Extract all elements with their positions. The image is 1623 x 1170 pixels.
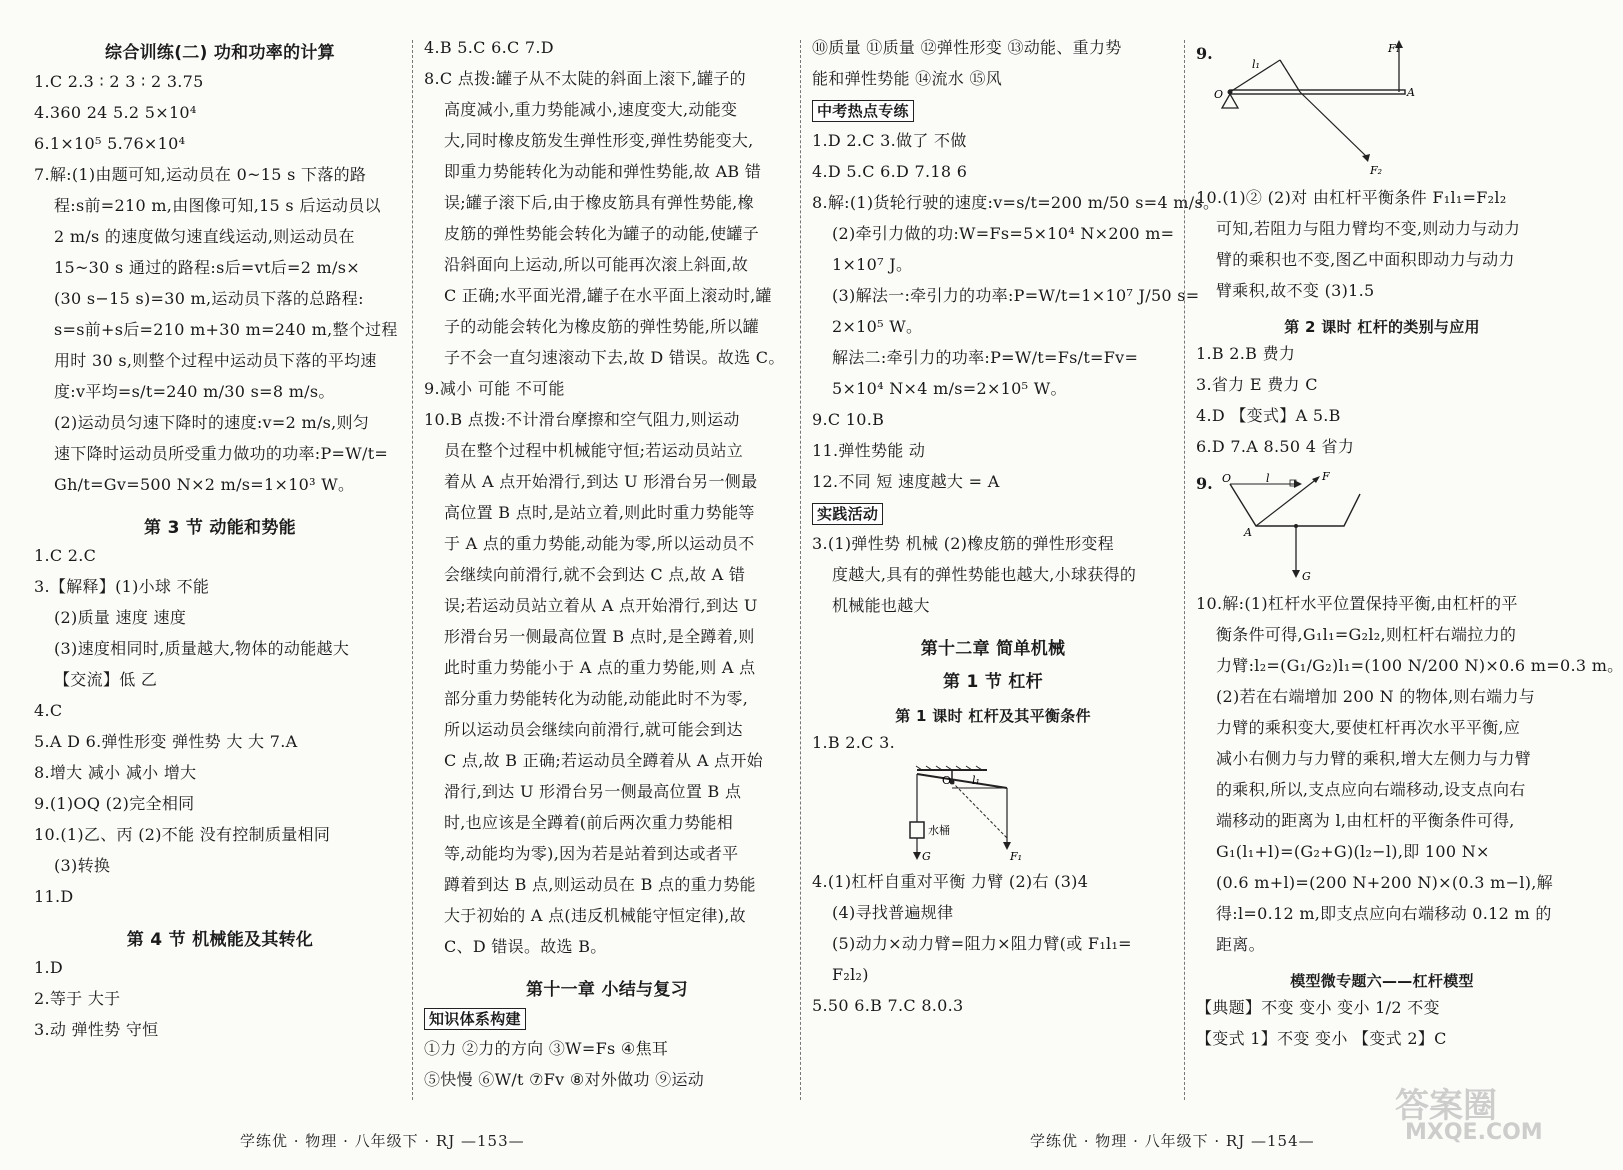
answer-line: 蹲着到达 B 点,则运动员在 B 点的重力势能 xyxy=(444,875,756,894)
label-F1: F₁ xyxy=(1010,850,1023,863)
answer-line: 所以运动员会继续向前滑行,就可能会到达 xyxy=(444,720,743,739)
answer-line: 解法二:牵引力的功率:P=W/t=Fs/t=Fv= xyxy=(832,348,1139,367)
answer-line: 能和弹性势能 ⑭流水 ⑮风 xyxy=(812,69,1003,88)
column-1 xyxy=(34,38,406,1051)
section-heading: 模型微专题六——杠杆模型 xyxy=(1290,972,1474,990)
answer-line: 12.不同 短 速度越大 = A xyxy=(812,472,1000,491)
answer-line: 时,也应该是全蹲着(前后两次重力势能相 xyxy=(444,813,734,832)
lever-figure-bucket xyxy=(812,766,1112,862)
answer-line: 部分重力势能转化为动能,动能此时不为零, xyxy=(444,689,749,708)
answer-line: 臂乘积,故不变 (3)1.5 xyxy=(1216,281,1375,300)
answer-line: 沿斜面向上运动,所以可能再次滚上斜面,故 xyxy=(444,255,749,274)
answer-line: 于 A 点的重力势能,动能为零,所以运动员不 xyxy=(444,534,755,553)
answer-line: 9.减小 可能 不可能 xyxy=(424,379,565,398)
label-l: l xyxy=(1266,472,1270,485)
answer-line: 着从 A 点开始滑行,到达 U 形滑台另一侧最 xyxy=(444,472,758,491)
answer-line: 7.解:(1)由题可知,运动员在 0~15 s 下落的路 xyxy=(34,165,367,184)
answer-line: 【变式 1】不变 变小 【变式 2】C xyxy=(1196,1029,1447,1048)
answer-line: 5.A D 6.弹性形变 弹性势 大 大 7.A xyxy=(34,732,298,751)
answer-line: 15~30 s 通过的路程:s后=vt后=2 m/s× xyxy=(54,258,360,277)
figure xyxy=(1196,40,1568,182)
answer-line: 1.D xyxy=(34,958,63,977)
answer-line: (0.6 m+l)=(200 N+200 N)×(0.3 m−l),解 xyxy=(1216,873,1553,892)
answer-line: 8.C 点拨:罐子从不太陡的斜面上滚下,罐子的 xyxy=(424,69,746,88)
answer-line: 4.B 5.C 6.C 7.D xyxy=(424,38,554,57)
answer-line: 8.解:(1)货轮行驶的速度:v=s/t=200 m/50 s=4 m/s。 xyxy=(812,193,1220,212)
answer-line: Gh/t=Gv=500 N×2 m/s=1×10³ W。 xyxy=(54,475,355,494)
answer-line: 子不会一直匀速滚动下去,故 D 错误。故选 C。 xyxy=(444,348,785,367)
answer-line: 大,同时橡皮筋发生弹性形变,弹性势能变大, xyxy=(444,131,754,150)
label-O: O xyxy=(942,774,952,787)
column-4 xyxy=(1196,38,1623,1060)
figure xyxy=(1196,470,1568,588)
answer-line: 6.1×10⁵ 5.76×10⁴ xyxy=(34,134,186,153)
column-divider xyxy=(1184,40,1185,1100)
answer-line: 力臂的乘积变大,要使杠杆再次水平平衡,应 xyxy=(1216,718,1521,737)
answer-line: ⑩质量 ⑪质量 ⑫弹性形变 ⑬动能、重力势 xyxy=(812,38,1122,57)
answer-line: 11.弹性势能 动 xyxy=(812,441,926,460)
footer-right: 学练优 · 物理 · 八年级下 · RJ —154— xyxy=(1030,1132,1315,1150)
answer-line: (3)速度相同时,质量越大,物体的动能越大 xyxy=(54,639,350,658)
answer-line: 4.D 【变式】A 5.B xyxy=(1196,406,1341,425)
box-label-text: 中考热点专练 xyxy=(812,100,914,122)
answer-line: 【典题】不变 变小 变小 1/2 不变 xyxy=(1196,998,1440,1017)
label-A: A xyxy=(1244,526,1252,539)
answer-line: 1.B 2.C 3. xyxy=(812,733,895,752)
answer-line: 10.解:(1)杠杆水平位置保持平衡,由杠杆的平 xyxy=(1196,594,1518,613)
answer-line: 程:s前=210 m,由图像可知,15 s 后运动员以 xyxy=(54,196,381,215)
answer-line: (2)运动员匀速下降时的速度:v=2 m/s,则匀 xyxy=(54,413,370,432)
lever-figure-9 xyxy=(1210,40,1550,182)
answer-line: 臂的乘积也不变,图乙中面积即动力与动力 xyxy=(1216,250,1515,269)
column-3 xyxy=(812,38,1220,1027)
answer-line: 1×10⁷ J。 xyxy=(832,255,913,274)
answer-line: C 正确;水平面光滑,罐子在水平面上滚动时,罐 xyxy=(444,286,772,305)
answer-line: 高位置 B 点时,是站立着,则此时重力势能等 xyxy=(444,503,755,522)
box-label-text: 实践活动 xyxy=(812,503,883,525)
answer-line: 得:l=0.12 m,即支点应向右端移动 0.12 m 的 xyxy=(1216,904,1552,923)
answer-line: 2 m/s 的速度做匀速直线运动,则运动员在 xyxy=(54,227,355,246)
answer-line: 即重力势能转化为动能和弹性势能,故 AB 错 xyxy=(444,162,762,181)
answer-line: 2.等于 大于 xyxy=(34,989,121,1008)
label-F1: F₁ xyxy=(1388,42,1401,55)
answer-line: (4)寻找普遍规律 xyxy=(832,903,954,922)
section-heading: 综合训练(二) 功和功率的计算 xyxy=(105,43,335,63)
answer-line: 子的动能会转化为橡皮筋的弹性势能,所以罐 xyxy=(444,317,760,336)
answer-line: 4.C xyxy=(34,701,63,720)
answer-line: C、D 错误。故选 B。 xyxy=(444,937,607,956)
answer-line: 6.D 7.A 8.50 4 省力 xyxy=(1196,437,1355,456)
answer-line: 11.D xyxy=(34,887,74,906)
section-box-label xyxy=(812,100,1174,131)
section-box-label xyxy=(424,1008,790,1039)
answer-line: (2)牵引力做的功:W=Fs=5×10⁴ N×200 m= xyxy=(832,224,1175,243)
answer-line: 可知,若阻力与阻力臂均不变,则动力与动力 xyxy=(1216,219,1521,238)
answer-line: 误;罐子滚下后,由于橡皮筋具有弹性势能,橡 xyxy=(444,193,754,212)
answer-line: 速下降时运动员所受重力做功的功率:P=W/t= xyxy=(54,444,389,463)
answer-line: 9.C 10.B xyxy=(812,410,885,429)
answer-line: 4.360 24 5.2 5×10⁴ xyxy=(34,103,197,122)
answer-line: 衡条件可得,G₁l₁=G₂l₂,则杠杆右端拉力的 xyxy=(1216,625,1517,644)
section-heading: 第 1 课时 杠杆及其平衡条件 xyxy=(895,707,1091,725)
answer-line: 1.C 2.3 ∶ 2 3 ∶ 2 3.75 xyxy=(34,72,204,91)
section-heading: 第十二章 简单机械 xyxy=(920,639,1066,659)
footer-left: 学练优 · 物理 · 八年级下 · RJ —153— xyxy=(240,1132,525,1150)
question-number: 9. xyxy=(1196,44,1213,63)
column-2 xyxy=(424,38,790,1101)
answer-line: ①力 ②力的方向 ③W=Fs ④焦耳 xyxy=(424,1039,669,1058)
answer-line: 【交流】低 乙 xyxy=(54,670,158,689)
answer-line: 等,动能均为零),因为若是站着到达或者平 xyxy=(444,844,739,863)
label-F: F xyxy=(1322,470,1330,483)
label-F2: F₂ xyxy=(1370,164,1383,177)
answer-line: 5×10⁴ N×4 m/s=2×10⁵ W。 xyxy=(832,379,1067,398)
column-divider xyxy=(412,40,413,1100)
label-A: A xyxy=(1407,86,1415,99)
answer-line: 滑行,到达 U 形滑台另一侧最高位置 B 点 xyxy=(444,782,742,801)
answer-line: 4.D 5.C 6.D 7.18 6 xyxy=(812,162,968,181)
answer-line: 会继续向前滑行,就不会到达 C 点,故 A 错 xyxy=(444,565,746,584)
answer-line: 度越大,具有的弹性势能也越大,小球获得的 xyxy=(832,565,1137,584)
label-G: G xyxy=(1302,570,1311,583)
answer-line: 误;若运动员站立着从 A 点开始滑行,到达 U xyxy=(444,596,758,615)
answer-line: ⑤快慢 ⑥W/t ⑦Fv ⑧对外做功 ⑨运动 xyxy=(424,1070,705,1089)
section-heading: 第 3 节 动能和势能 xyxy=(144,518,296,538)
watermark-logo: 答案圈 xyxy=(1395,1086,1497,1126)
answer-line: 皮筋的弹性势能会转化为罐子的动能,使罐子 xyxy=(444,224,760,243)
label-O: O xyxy=(1222,472,1232,485)
answer-line: 力臂:l₂=(G₁/G₂)l₁=(100 N/200 N)×0.6 m=0.3 m。 xyxy=(1216,656,1623,675)
answer-line: 5.50 6.B 7.C 8.0.3 xyxy=(812,996,964,1015)
label-O: O xyxy=(1214,88,1224,101)
answer-line: 3.【解释】(1)小球 不能 xyxy=(34,577,210,596)
answer-line: 大于初始的 A 点(违反机械能守恒定律),故 xyxy=(444,906,746,925)
section-heading: 第 4 节 机械能及其转化 xyxy=(126,930,314,950)
answer-line: (2)质量 速度 速度 xyxy=(54,608,187,627)
section-box-label xyxy=(812,503,1174,534)
watermark-url: MXQE.COM xyxy=(1405,1120,1543,1145)
answer-line: 9.(1)OQ (2)完全相同 xyxy=(34,794,195,813)
answer-line: 1.C 2.C xyxy=(34,546,97,565)
answer-line: (5)动力×动力臂=阻力×阻力臂(或 F₁l₁= xyxy=(832,934,1132,953)
answer-line: 2×10⁵ W。 xyxy=(832,317,923,336)
lever-figure-9b xyxy=(1210,470,1510,588)
answer-line: 形滑台另一侧最高位置 B 点时,是全蹲着,则 xyxy=(444,627,755,646)
answer-line: G₁(l₁+l)=(G₂+G)(l₂−l),即 100 N× xyxy=(1216,842,1490,861)
answer-line: F₂l₂) xyxy=(832,965,869,984)
answer-line: (2)若在右端增加 200 N 的物体,则右端力与 xyxy=(1216,687,1536,706)
answer-line: 10.(1)乙、丙 (2)不能 没有控制质量相同 xyxy=(34,825,331,844)
answer-line: 4.(1)杠杆自重对平衡 力臂 (2)右 (3)4 xyxy=(812,872,1089,891)
answer-line: 8.增大 减小 减小 增大 xyxy=(34,763,197,782)
answer-line: 端移动的距离为 l,由杠杆的平衡条件可得, xyxy=(1216,811,1515,830)
answer-line: 度:v平均=s/t=240 m/30 s=8 m/s。 xyxy=(54,382,335,401)
label-l1: l₁ xyxy=(972,774,980,787)
box-label-text: 知识体系构建 xyxy=(424,1008,526,1030)
answer-line: 3.省力 E 费力 C xyxy=(1196,375,1318,394)
answer-line: 用时 30 s,则整个过程中运动员下落的平均速 xyxy=(54,351,377,370)
section-heading: 第十一章 小结与复习 xyxy=(526,980,688,1000)
label-bucket: 水桶 xyxy=(928,824,950,837)
answer-line: (3)转换 xyxy=(54,856,111,875)
answer-line: 10.(1)② (2)对 由杠杆平衡条件 F₁l₁=F₂l₂ xyxy=(1196,188,1507,207)
answer-line: 员在整个过程中机械能守恒;若运动员站立 xyxy=(444,441,744,460)
answer-line: 距离。 xyxy=(1216,935,1265,954)
answer-line: 1.B 2.B 费力 xyxy=(1196,344,1296,363)
answer-line: 此时重力势能小于 A 点的重力势能,则 A 点 xyxy=(444,658,756,677)
column-divider xyxy=(800,40,801,1100)
label-G: G xyxy=(922,850,931,863)
label-l1: l₁ xyxy=(1252,58,1260,71)
answer-line: 1.D 2.C 3.做了 不做 xyxy=(812,131,967,150)
answer-line: (30 s−15 s)=30 m,运动员下落的总路程: xyxy=(54,289,364,308)
answer-line: C 点,故 B 正确;若运动员全蹲着从 A 点开始 xyxy=(444,751,763,770)
answer-line: 3.(1)弹性势 机械 (2)橡皮筋的弹性形变程 xyxy=(812,534,1114,553)
answer-line: 高度减小,重力势能减小,速度变大,动能变 xyxy=(444,100,738,119)
section-heading: 第 1 节 杠杆 xyxy=(943,672,1043,692)
answer-line: 10.B 点拨:不计滑台摩擦和空气阻力,则运动 xyxy=(424,410,740,429)
answer-line: 的乘积,所以,支点应向右端移动,设支点向右 xyxy=(1216,780,1526,799)
figure xyxy=(812,766,1174,866)
question-number: 9. xyxy=(1196,474,1213,493)
answer-line: 减小右侧力与力臂的乘积,增大左侧力与力臂 xyxy=(1216,749,1532,768)
answer-line: s=s前+s后=210 m+30 m=240 m,整个过程 xyxy=(54,320,398,339)
section-heading: 第 2 课时 杠杆的类别与应用 xyxy=(1284,318,1480,336)
answer-line: 机械能也越大 xyxy=(832,596,930,615)
answer-line: 3.动 弹性势 守恒 xyxy=(34,1020,159,1039)
answer-line: (3)解法一:牵引力的功率:P=W/t=1×10⁷ J/50 s= xyxy=(832,286,1200,305)
